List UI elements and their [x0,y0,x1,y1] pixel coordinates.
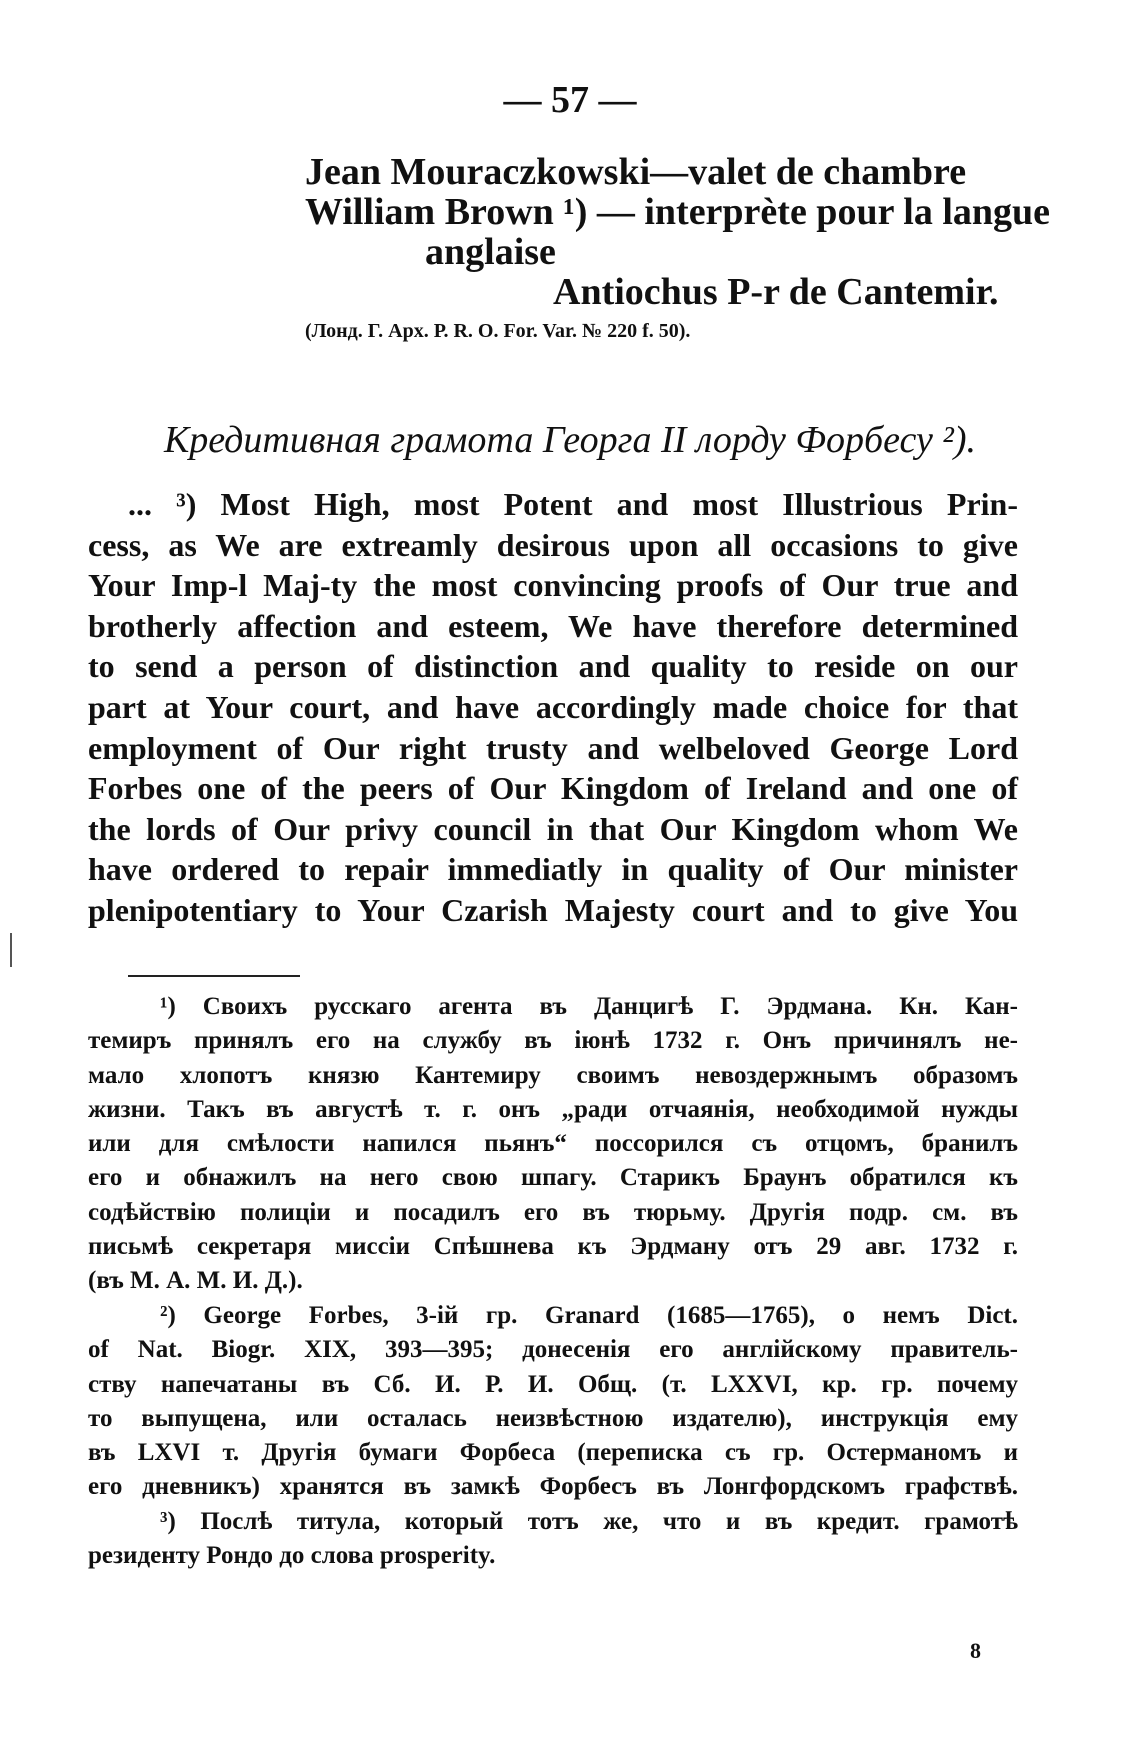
footnote-line: мало хлопотъ князю Кантемиру своимъ невоздержнымъ образомъ [88,1061,1018,1089]
footnote-line: письмѣ секретаря миссіи Спѣшнева къ Эрдману отъ 29 авг. 1732 г. [88,1233,1018,1261]
body-line: to send a person of distinction and quality to reside on our [88,648,1018,685]
body-line: have ordered to repair immediatly in quality of Our minister [88,851,1018,888]
body-line: part at Your court, and have accordingly made choice for that [88,688,1018,725]
footnote-line: его дневникъ) хранятся въ замкѣ Форбесъ въ Лонгфордскомъ графствѣ. [88,1473,1018,1501]
footnote-line: жизни. Такъ въ августѣ т. г. онъ „ради отчаянія, необходимой нужды [88,1095,1018,1123]
footnote-line: его и обнажилъ на него свою шпагу. Старикъ Браунъ обратился къ [88,1164,1018,1192]
section-heading: Кредитивная грамота Георга II лорду Форбесу ²). [164,419,976,461]
footnote-line: (въ М. А. М. И. Д.). [88,1267,303,1295]
footnote-line: of Nat. Biogr. XIX, 393—395; донесенія его англійскому правитель- [88,1336,1018,1364]
body-line: ... ³) Most High, most Potent and most Illustrious Prin- [128,486,1018,522]
signatory-line-3: anglaise [425,231,556,273]
footnote-line: ³) Послѣ титула, который тотъ же, что и въ кредит. грамотѣ [160,1508,1018,1535]
footnote-line: содѣйствію полиціи и посадилъ его въ тюрьму. Другія подр. см. въ [88,1198,1018,1226]
signatory-line-4: Antiochus P-r de Cantemir. [553,271,999,313]
signatory-line-2: William Brown ¹) — interprète pour la langue [305,191,1051,233]
footnote-divider [128,975,300,977]
page-number: — 57 — [503,79,637,121]
body-line: brotherly affection and esteem, We have therefore determined [88,607,1018,644]
archive-reference: (Лонд. Г. Арх. Р. R. O. For. Var. № 220 f. 50). [305,320,691,342]
footnote-line: темиръ принялъ его на службу въ іюнѣ 1732 г. Онъ причинялъ не- [88,1027,1018,1055]
body-line: cess, as We are extreamly desirous upon all occasions to give [88,526,1018,563]
signatory-line-1: Jean Mouraczkowski—valet de chambre [305,151,967,193]
body-line: the lords of Our privy council in that Our Kingdom whom We [88,810,1018,847]
footnote-line: или для смѣлости напился пьянъ“ поссорился съ отцомъ, бранилъ [88,1130,1018,1158]
body-line: employment of Our right trusty and welbeloved George Lord [88,729,1018,766]
footnote-line: то выпущена, или осталась неизвѣстною издателю), инструкція ему [88,1404,1018,1432]
margin-mark [10,933,12,967]
footnote-3 [88,1505,1018,1574]
footnote-1 [88,990,1018,1299]
footnote-line: въ LXVI т. Другія бумаги Форбеса (переписка съ гр. Остерманомъ и [88,1439,1018,1467]
body-line: Forbes one of the peers of Our Kingdom of Ireland and one of [88,770,1018,807]
footnote-line: ²) George Forbes, 3-ій гр. Granard (1685—1765), о немъ Dict. [160,1302,1018,1329]
footnote-2 [88,1299,1018,1505]
printer-signature-mark: 8 [970,1638,981,1663]
footnote-line: ству напечатаны въ Сб. И. Р. И. Общ. (т. LXXVI, кр. гр. почему [88,1370,1018,1398]
letter-body [88,484,1018,931]
body-line: Your Imp-l Maj-ty the most convincing proofs of Our true and [88,567,1018,604]
footnote-line: резиденту Рондо до слова prosperity. [88,1542,496,1570]
footnote-line: ¹) Своихъ русскаго агента въ Данцигѣ Г. Эрдмана. Кн. Кан- [160,993,1018,1020]
body-line: plenipotentiary to Your Czarish Majesty court and to give You [88,891,1018,928]
